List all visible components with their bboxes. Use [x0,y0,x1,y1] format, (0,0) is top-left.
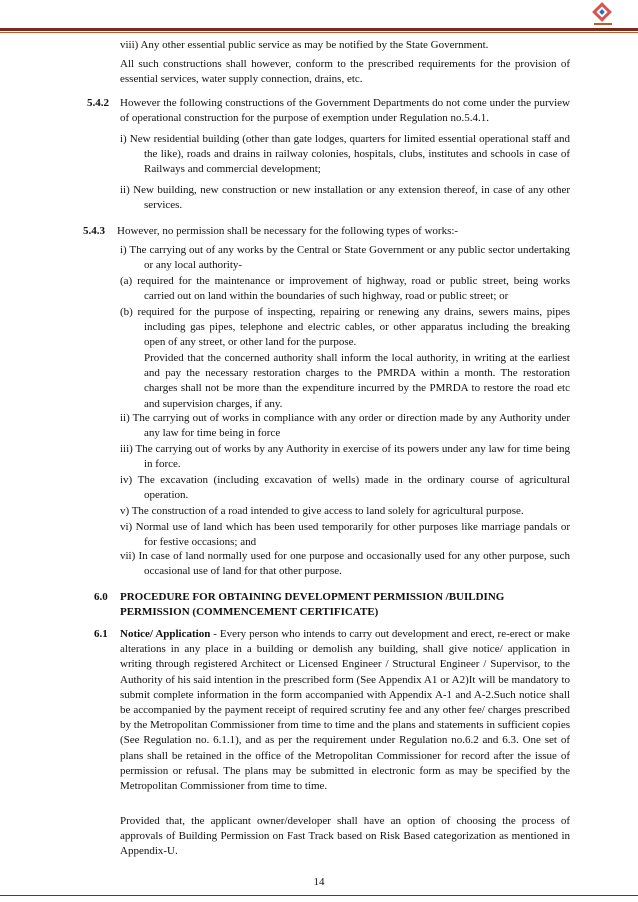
item-5-4-2-i-text: i) New residential building (other than gate lodges, quarters for limited essential operational staff and the like), roads and drains in railway colonies, hospitals, clubs, institutes and schools in case of Railways and commercial development; [120,133,570,176]
section-6-0-heading: PROCEDURE FOR OBTAINING DEVELOPMENT PERMISSION /BUILDING PERMISSION (COMMENCEMENT CERTIFICATE) [120,591,505,619]
section-6-1-text: - Every person who intends to carry out development and erect, re-erect or make alterations in any place in a building or demolish any building, shall give notice/ application in writing through registered Architect or Licensed Engineer / Structural Engineer / Supervisor, to the Authority of his said intention in the prescribed form (See Appendix A1 or A2)It will be mandatory to submit complete information in the form accompanied with Appendix A-1 and A-2.Such notice shall be accompanied by the payment receipt of required scrutiny fee and any other fee/ charges prescribed by the Metropolitan Commissioner from time to time and the plans and statements in sufficient copies (See Regulation no. 6.1.1), and as per the requirement under Regulation no.6.2 and 6.3. One set of plans shall be retained in the office of the Metropolitan Commissioner for record after the issue of permission or refusal. The plans may be submitted in electronic form as may be specified by the Metropolitan Commissioner from time to time. [120,628,570,793]
section-6-1 [120,627,570,794]
section-6-1-title: Notice/ Application [120,628,211,640]
item-5-4-3-ii-text: ii) The carrying out of works in compliance with any order or direction made by any Authority under any law for time being in force [120,412,570,440]
item-5-4-3-iv [120,473,570,503]
header-rule [0,28,638,31]
item-5-4-3-a-text: (a) required for the maintenance or improvement of highway, road or public street, being works carried out on land within the boundaries of such highway, road or public street; or [120,275,570,303]
section-number-5-4-2: 5.4.2 [87,97,109,109]
header-rule-thin [0,32,638,33]
section-number-6-1: 6.1 [94,628,108,640]
logo-icon [590,2,616,28]
item-5-4-3-b-text: (b) required for the purpose of inspecting, repairing or renewing any drains, sewers mains, pipes including gas pipes, telephone and electric cables, or other apparatus including the breaking open of any street, or other land for the purpose. [120,306,570,349]
item-viii: viii) Any other essential public service as may be notified by the State Government. [120,39,489,51]
item-5-4-3-i [120,243,570,273]
item-5-4-3-vi [120,520,570,550]
section-number-6-0: 6.0 [94,591,108,603]
page-number: 14 [313,876,325,888]
item-5-4-3-v-text: v) The construction of a road intended to give access to land solely for agricultural purpose. [120,505,524,517]
section-number-5-4-3: 5.4.3 [83,225,105,237]
proviso-5-4-3 [144,351,570,412]
proviso-5-4-3-text: Provided that the concerned authority shall inform the local authority, in writing at the earliest and pay the necessary restoration charges to the PMRDA within a month. The restoration charges shall not be more than the expenditure incurred by the PMRDA to restore the road etc and supervision charges, if any. [144,352,570,410]
paragraph-viii-note: All such constructions shall however, conform to the prescribed requirements for the provision of essential services, water supply connection, drains, etc. [120,58,570,86]
item-5-4-2-ii-text: ii) New building, new construction or new installation or any extension thereof, in case of any other services. [120,184,570,212]
proviso-6-1: Provided that, the applicant owner/developer shall have an option of choosing the process of approvals of Building Permission on Fast Track based on Risk Based categorization as mentioned in Appendix-U. [120,815,570,858]
item-5-4-3-vi-text: vi) Normal use of land which has been used temporarily for other purposes like marriage pandals or for festive occasions; and [120,521,570,549]
item-5-4-3-a [120,274,570,304]
item-5-4-3-iv-text: iv) The excavation (including excavation of wells) made in the ordinary course of agricultural operation. [120,474,570,502]
item-5-4-2-ii [120,183,570,213]
item-5-4-2-i [120,132,570,178]
item-5-4-3-v [120,504,570,519]
item-5-4-3-iii-text: iii) The carrying out of works by any Authority in exercise of its powers under any law for time being in force. [120,443,570,471]
item-5-4-3-vii-text: vii) In case of land normally used for one purpose and occasionally used for any other purpose, such occasional use of land for that other purpose. [120,550,570,578]
section-5-4-2: However the following constructions of the Government Departments do not come under the purview of operational construction for the purpose of exemption under Regulation no.5.4.1. [120,97,570,125]
item-5-4-3-iii [120,442,570,472]
section-5-4-3: However, no permission shall be necessary for the following types of works:- [117,225,459,237]
footer-rule [0,895,638,896]
item-5-4-3-b [120,305,570,351]
item-5-4-3-vii [120,549,570,579]
item-5-4-3-ii [120,411,570,441]
item-5-4-3-i-text: i) The carrying out of any works by the Central or State Government or any public sector undertaking or any local authority- [120,244,570,272]
